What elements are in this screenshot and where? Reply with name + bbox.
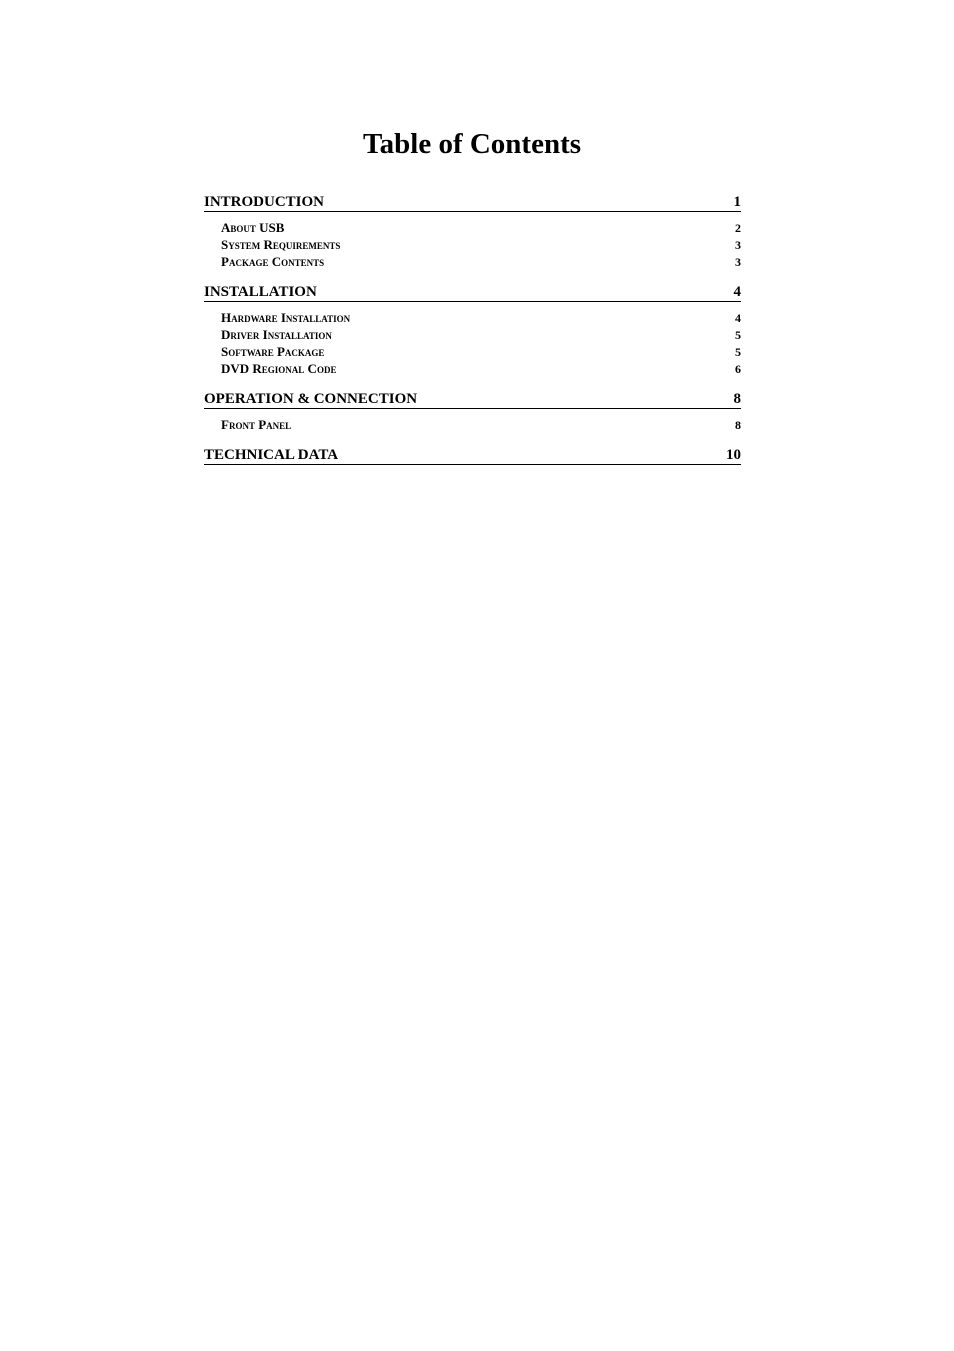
toc-entry[interactable] — [204, 326, 741, 343]
toc-entry-title: Front Panel — [221, 417, 292, 432]
toc-heading-page: 8 — [733, 391, 741, 407]
toc-entry-title: Driver Installation — [221, 327, 332, 342]
toc-section-technical-data — [204, 447, 741, 465]
table-of-contents — [204, 194, 741, 479]
toc-entry[interactable] — [204, 309, 741, 326]
toc-section-introduction — [204, 194, 741, 270]
toc-entry-page: 2 — [735, 221, 741, 235]
toc-entry-page: 4 — [735, 311, 741, 325]
toc-heading-title: INSTALLATION — [204, 284, 317, 300]
toc-entry-page: 3 — [735, 238, 741, 252]
toc-entry-title: Software Package — [221, 344, 325, 359]
toc-heading-link[interactable] — [204, 194, 741, 212]
toc-entry-title: DVD Regional Code — [221, 361, 337, 376]
toc-entry[interactable] — [204, 416, 741, 433]
toc-entry-page: 5 — [735, 328, 741, 342]
toc-entry[interactable] — [204, 219, 741, 236]
toc-entry[interactable] — [204, 343, 741, 360]
toc-section-installation — [204, 284, 741, 377]
toc-heading-title: INTRODUCTION — [204, 194, 325, 210]
page-title: Table of Contents — [362, 128, 582, 160]
toc-entry-page: 6 — [735, 362, 741, 376]
toc-entry-page: 5 — [735, 345, 741, 359]
toc-entry-title: Hardware Installation — [221, 310, 351, 325]
toc-entry-title: System Requirements — [221, 237, 341, 252]
toc-section-operation-connection — [204, 391, 741, 433]
toc-heading-title: OPERATION & CONNECTION — [204, 391, 418, 407]
toc-entry[interactable] — [204, 253, 741, 270]
toc-heading-page: 10 — [726, 447, 741, 463]
toc-heading-title: TECHNICAL DATA — [204, 447, 339, 463]
toc-heading-page: 4 — [733, 284, 741, 300]
toc-heading-link[interactable] — [204, 447, 741, 465]
toc-entry-title: Package Contents — [221, 254, 325, 269]
toc-entry-page: 8 — [735, 418, 741, 432]
toc-entry-page: 3 — [735, 255, 741, 269]
toc-entry[interactable] — [204, 360, 741, 377]
toc-heading-link[interactable] — [204, 391, 741, 409]
toc-entry-title: About USB — [221, 220, 285, 235]
toc-entry[interactable] — [204, 236, 741, 253]
toc-heading-page: 1 — [733, 194, 741, 210]
toc-heading-link[interactable] — [204, 284, 741, 302]
